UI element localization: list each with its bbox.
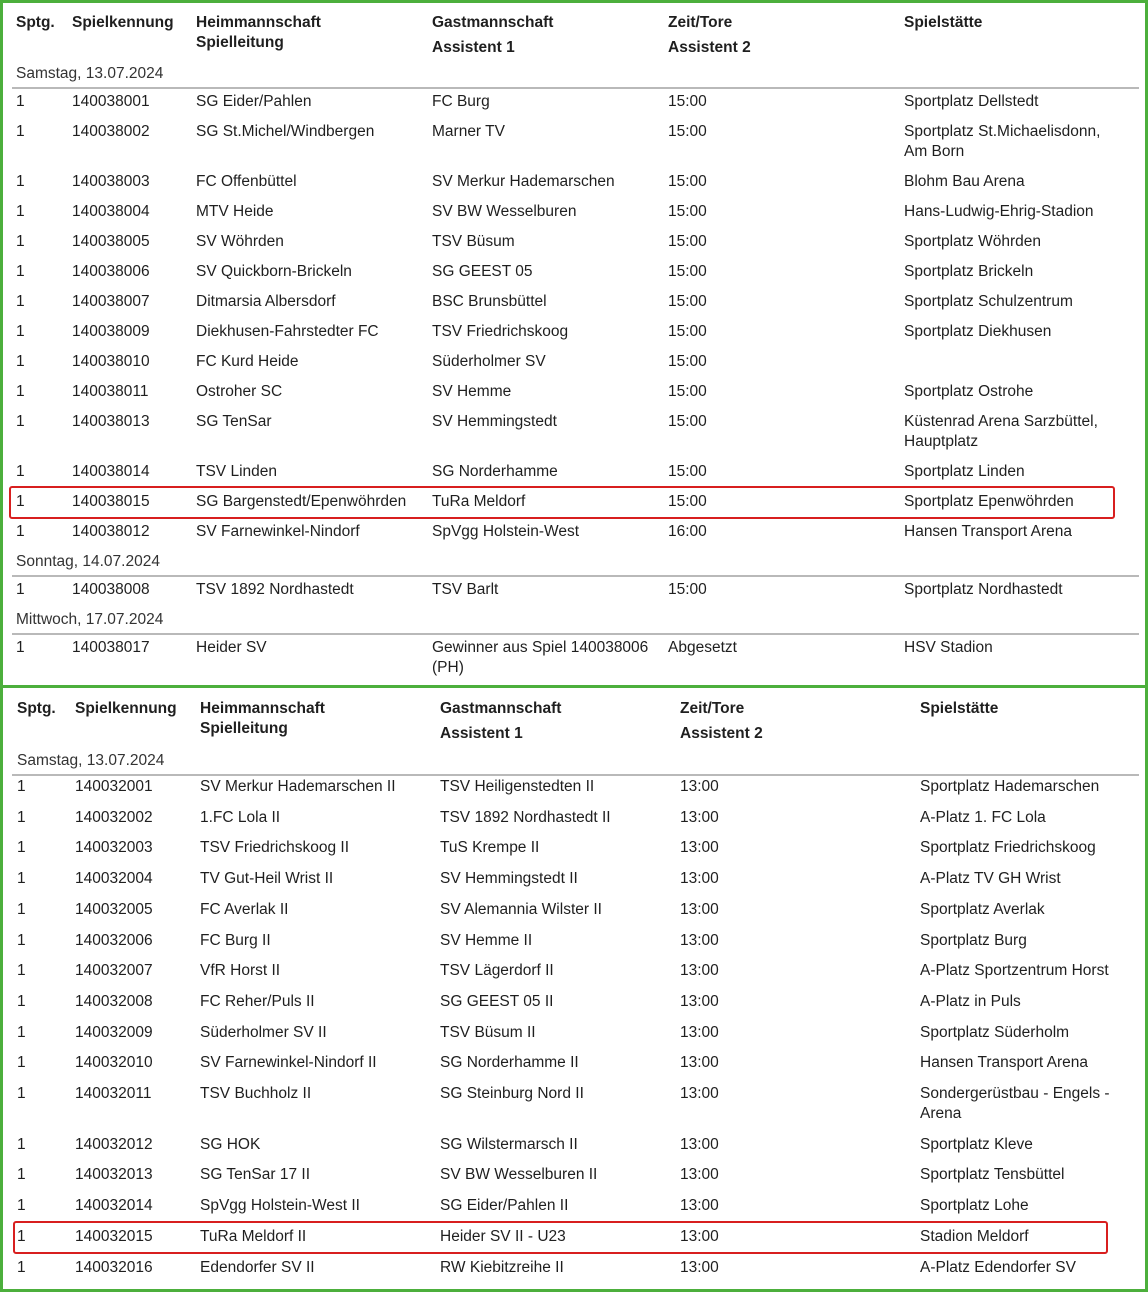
date-group-label: Samstag, 13.07.2024 — [17, 752, 165, 769]
match-id-cell: 140038001 — [72, 93, 150, 110]
away-team-cell: SG Wilstermarsch II — [440, 1135, 578, 1153]
match-id-cell: 140038003 — [72, 173, 150, 190]
home-team-cell: SG TenSar 17 II — [200, 1166, 310, 1184]
table-row — [12, 462, 1139, 492]
home-team-cell: FC Kurd Heide — [196, 353, 299, 370]
match-id-cell: 140032004 — [75, 870, 153, 888]
fixtures-table-reserve-team — [0, 685, 1148, 1292]
round-cell: 1 — [17, 808, 26, 826]
home-team-cell: TuRa Meldorf II — [200, 1227, 307, 1245]
match-id-cell: 140038007 — [72, 293, 150, 310]
match-id-cell: 140038017 — [72, 639, 150, 656]
venue-cell: Sondergerüstbau - Engels - Arena — [920, 1085, 1110, 1122]
header-time: Zeit/Tore — [680, 700, 745, 717]
away-team-cell: SV BW Wesselburen II — [440, 1166, 598, 1184]
table-row — [12, 931, 1139, 962]
match-id-cell: 140032001 — [75, 778, 153, 795]
header-away: Gastmannschaft — [432, 14, 554, 31]
header-round: Sptg. — [16, 14, 55, 31]
venue-cell: Sportplatz Burg — [920, 931, 1027, 949]
home-team-cell: SpVgg Holstein-West II — [200, 1197, 360, 1215]
away-team-cell: TuS Krempe II — [440, 839, 540, 857]
home-team-cell: SG Bargenstedt/Epenwöhrden — [196, 493, 407, 510]
round-cell: 1 — [16, 203, 25, 220]
round-cell: 1 — [16, 263, 25, 280]
header-round: Sptg. — [17, 700, 56, 717]
match-id-cell: 140032013 — [75, 1166, 153, 1184]
header-venue: Spielstätte — [920, 700, 999, 717]
home-team-cell: SG Eider/Pahlen — [196, 93, 312, 110]
away-team-cell: SpVgg Holstein-West — [432, 523, 580, 540]
home-team-cell: FC Averlak II — [200, 900, 289, 918]
time-cell: 13:00 — [680, 962, 719, 980]
round-cell: 1 — [16, 639, 25, 656]
table-row — [12, 122, 1139, 172]
round-cell: 1 — [17, 1054, 26, 1072]
time-cell: 13:00 — [680, 778, 719, 795]
home-team-cell: SV Farnewinkel-Nindorf — [196, 523, 360, 540]
match-id-cell: 140032006 — [75, 931, 153, 949]
away-team-cell: SV Hemme II — [440, 931, 533, 949]
time-cell: 15:00 — [668, 123, 707, 140]
table-row — [12, 838, 1139, 869]
venue-cell: Sportplatz St.Michaelisdonn, Am Born — [904, 123, 1101, 160]
away-team-cell: TSV Büsum — [432, 233, 515, 250]
table-row — [12, 262, 1139, 292]
table-row — [12, 1196, 1139, 1227]
time-cell: 13:00 — [680, 1227, 719, 1245]
group-divider — [12, 575, 1139, 577]
home-team-cell: SV Wöhrden — [196, 233, 284, 250]
time-cell: 15:00 — [668, 581, 707, 598]
match-id-cell: 140032015 — [75, 1227, 153, 1245]
venue-cell: Sportplatz Epenwöhrden — [904, 493, 1074, 510]
match-id-cell: 140032008 — [75, 992, 153, 1010]
home-team-cell: TSV 1892 Nordhastedt — [196, 581, 354, 598]
venue-cell: Sportplatz Dellstedt — [904, 93, 1039, 110]
match-id-cell: 140038008 — [72, 581, 150, 598]
round-cell: 1 — [17, 992, 26, 1010]
header-venue: Spielstätte — [904, 14, 983, 31]
date-group-label: Mittwoch, 17.07.2024 — [16, 611, 164, 628]
time-cell: 13:00 — [680, 900, 719, 918]
time-cell: 13:00 — [680, 992, 719, 1010]
venue-cell: A-Platz TV GH Wrist — [920, 870, 1061, 888]
venue-cell: Sportplatz Ostrohe — [904, 383, 1034, 400]
venue-cell: Hansen Transport Arena — [904, 523, 1073, 540]
round-cell: 1 — [17, 1023, 26, 1041]
home-team-cell: Edendorfer SV II — [200, 1258, 315, 1276]
match-id-cell: 140038005 — [72, 233, 150, 250]
table-row — [12, 492, 1139, 522]
round-cell: 1 — [17, 1085, 26, 1102]
time-cell: 13:00 — [680, 839, 719, 857]
time-cell: 15:00 — [668, 413, 707, 430]
home-team-cell: Diekhusen-Fahrstedter FC — [196, 323, 379, 340]
round-cell: 1 — [17, 962, 26, 980]
time-cell: 13:00 — [680, 870, 719, 888]
away-team-cell: SV BW Wesselburen — [432, 203, 577, 220]
venue-cell: A-Platz 1. FC Lola — [920, 808, 1046, 826]
home-team-cell: SV Merkur Hademarschen II — [200, 778, 396, 795]
venue-cell: A-Platz Edendorfer SV — [920, 1258, 1076, 1276]
match-id-cell: 140038011 — [72, 383, 149, 400]
away-team-cell: SV Hemme — [432, 383, 512, 400]
match-id-cell: 140032014 — [75, 1197, 153, 1215]
match-id-cell: 140032012 — [75, 1135, 153, 1153]
venue-cell: Sportplatz Kleve — [920, 1135, 1033, 1153]
away-team-cell: SV Hemmingstedt II — [440, 870, 578, 888]
venue-cell: A-Platz in Puls — [920, 992, 1021, 1010]
table-row — [12, 777, 1139, 808]
match-id-cell: 140038015 — [72, 493, 150, 510]
away-team-cell: FC Burg — [432, 93, 490, 110]
time-cell: 13:00 — [680, 1023, 719, 1041]
away-team-cell: TSV 1892 Nordhastedt II — [440, 808, 611, 826]
match-id-cell: 140038010 — [72, 353, 150, 370]
home-team-cell: TSV Friedrichskoog II — [200, 839, 350, 857]
time-cell: 15:00 — [668, 173, 707, 190]
time-cell: 13:00 — [680, 1258, 719, 1276]
round-cell: 1 — [16, 581, 25, 598]
away-team-cell: Heider SV II - U23 — [440, 1227, 566, 1245]
time-cell: 16:00 — [668, 523, 707, 540]
round-cell: 1 — [17, 1227, 26, 1245]
table-row — [12, 869, 1139, 900]
home-team-cell: FC Offenbüttel — [196, 173, 297, 190]
round-cell: 1 — [17, 1258, 26, 1276]
venue-cell: Sportplatz Schulzentrum — [904, 293, 1073, 310]
table-row — [12, 1227, 1139, 1258]
venue-cell: Sportplatz Tensbüttel — [920, 1166, 1065, 1184]
time-cell: 15:00 — [668, 203, 707, 220]
table-row — [12, 638, 1139, 688]
round-cell: 1 — [16, 353, 25, 370]
venue-cell: Sportplatz Nordhastedt — [904, 581, 1063, 598]
home-team-cell: Heider SV — [196, 639, 267, 656]
round-cell: 1 — [17, 839, 26, 857]
match-id-cell: 140032016 — [75, 1258, 153, 1276]
date-group-label: Samstag, 13.07.2024 — [16, 65, 164, 82]
time-cell: 13:00 — [680, 931, 719, 949]
round-cell: 1 — [17, 870, 26, 888]
match-id-cell: 140032009 — [75, 1023, 153, 1041]
away-team-cell: SG Steinburg Nord II — [440, 1085, 584, 1102]
away-team-cell: TSV Büsum II — [440, 1023, 536, 1041]
match-id-cell: 140032011 — [75, 1085, 152, 1102]
match-id-cell: 140038012 — [72, 523, 150, 540]
round-cell: 1 — [17, 778, 26, 795]
match-id-cell: 140032005 — [75, 900, 153, 918]
group-divider — [12, 87, 1139, 89]
table-row — [12, 961, 1139, 992]
table-row — [12, 172, 1139, 202]
table-row — [12, 1084, 1139, 1135]
round-cell: 1 — [17, 931, 26, 949]
away-team-cell: SV Alemannia Wilster II — [440, 900, 602, 918]
match-id-cell: 140032010 — [75, 1054, 153, 1072]
round-cell: 1 — [16, 293, 25, 310]
header-away-sub: Assistent 1 — [432, 39, 515, 56]
home-team-cell: TSV Linden — [196, 463, 277, 480]
round-cell: 1 — [17, 1135, 26, 1153]
venue-cell: Hansen Transport Arena — [920, 1054, 1089, 1072]
match-id-cell: 140038014 — [72, 463, 150, 480]
match-id-cell: 140032002 — [75, 808, 153, 826]
time-cell: 15:00 — [668, 353, 707, 370]
away-team-cell: SG GEEST 05 II — [440, 992, 554, 1010]
venue-cell: Stadion Meldorf — [920, 1227, 1029, 1245]
venue-cell: A-Platz Sportzentrum Horst — [920, 962, 1109, 980]
away-team-cell: TSV Friedrichskoog — [432, 323, 569, 340]
venue-cell: Sportplatz Lohe — [920, 1197, 1029, 1215]
away-team-cell: SG Norderhamme II — [440, 1054, 579, 1072]
home-team-cell: FC Burg II — [200, 931, 271, 949]
time-cell: 13:00 — [680, 1197, 719, 1215]
home-team-cell: VfR Horst II — [200, 962, 281, 980]
venue-cell: Blohm Bau Arena — [904, 173, 1025, 190]
time-cell: 15:00 — [668, 93, 707, 110]
time-cell: 15:00 — [668, 463, 707, 480]
group-divider — [12, 633, 1139, 635]
table-row — [12, 232, 1139, 262]
table-row — [12, 382, 1139, 412]
round-cell: 1 — [16, 323, 25, 340]
round-cell: 1 — [16, 463, 25, 480]
time-cell: 15:00 — [668, 493, 707, 510]
away-team-cell: Gewinner aus Spiel 140038006 (PH) — [432, 639, 649, 676]
table-row — [12, 322, 1139, 352]
home-team-cell: SV Farnewinkel-Nindorf II — [200, 1054, 377, 1072]
home-team-cell: TSV Buchholz II — [200, 1085, 312, 1102]
away-team-cell: TSV Heiligenstedten II — [440, 778, 595, 795]
header-match-id: Spielkennung — [72, 14, 174, 31]
round-cell: 1 — [17, 1166, 26, 1184]
time-cell: Abgesetzt — [668, 639, 737, 656]
table-row — [12, 352, 1139, 382]
home-team-cell: SG St.Michel/Windbergen — [196, 123, 375, 140]
away-team-cell: TuRa Meldorf — [432, 493, 526, 510]
date-group-label: Sonntag, 14.07.2024 — [16, 553, 160, 570]
header-home-sub: Spielleitung — [196, 34, 284, 51]
header-time-sub: Assistent 2 — [668, 39, 751, 56]
table-row — [12, 412, 1139, 462]
time-cell: 13:00 — [680, 808, 719, 826]
away-team-cell: SG GEEST 05 — [432, 263, 533, 280]
header-time: Zeit/Tore — [668, 14, 733, 31]
time-cell: 13:00 — [680, 1135, 719, 1153]
match-id-cell: 140038013 — [72, 413, 150, 430]
header-home: Heimmannschaft — [200, 700, 325, 717]
home-team-cell: TV Gut-Heil Wrist II — [200, 870, 334, 888]
venue-cell: Sportplatz Averlak — [920, 900, 1045, 918]
round-cell: 1 — [17, 900, 26, 918]
venue-cell: Küstenrad Arena Sarzbüttel, Hauptplatz — [904, 413, 1098, 450]
table-row — [12, 992, 1139, 1023]
home-team-cell: Süderholmer SV II — [200, 1023, 327, 1041]
table-row — [12, 202, 1139, 232]
time-cell: 13:00 — [680, 1054, 719, 1072]
table-header — [3, 3, 1145, 67]
round-cell: 1 — [16, 173, 25, 190]
time-cell: 15:00 — [668, 293, 707, 310]
match-id-cell: 140032007 — [75, 962, 153, 980]
away-team-cell: TSV Lägerdorf II — [440, 962, 554, 980]
venue-cell: Sportplatz Friedrichskoog — [920, 839, 1096, 857]
table-row — [12, 1053, 1139, 1084]
table-row — [12, 580, 1139, 610]
home-team-cell: SG HOK — [200, 1135, 261, 1153]
home-team-cell: 1.FC Lola II — [200, 808, 281, 826]
venue-cell: Sportplatz Süderholm — [920, 1023, 1070, 1041]
time-cell: 13:00 — [680, 1166, 719, 1184]
table-row — [12, 1258, 1139, 1289]
home-team-cell: MTV Heide — [196, 203, 274, 220]
round-cell: 1 — [16, 233, 25, 250]
table-row — [12, 1135, 1139, 1166]
match-id-cell: 140038009 — [72, 323, 150, 340]
venue-cell: Sportplatz Wöhrden — [904, 233, 1041, 250]
table-row — [12, 900, 1139, 931]
match-id-cell: 140038004 — [72, 203, 150, 220]
venue-cell: Sportplatz Linden — [904, 463, 1025, 480]
round-cell: 1 — [17, 1197, 26, 1215]
away-team-cell: SV Hemmingstedt — [432, 413, 557, 430]
header-away-sub: Assistent 1 — [440, 725, 523, 742]
header-time-sub: Assistent 2 — [680, 725, 763, 742]
home-team-cell: Ditmarsia Albersdorf — [196, 293, 336, 310]
time-cell: 13:00 — [680, 1085, 719, 1102]
away-team-cell: SV Merkur Hademarschen — [432, 173, 615, 190]
round-cell: 1 — [16, 523, 25, 540]
table-row — [12, 1165, 1139, 1196]
away-team-cell: Marner TV — [432, 123, 505, 140]
home-team-cell: SV Quickborn-Brickeln — [196, 263, 352, 280]
table-row — [12, 522, 1139, 552]
round-cell: 1 — [16, 93, 25, 110]
venue-cell: Sportplatz Hademarschen — [920, 778, 1100, 795]
round-cell: 1 — [16, 383, 25, 400]
away-team-cell: SG Norderhamme — [432, 463, 558, 480]
header-match-id: Spielkennung — [75, 700, 177, 717]
home-team-cell: FC Reher/Puls II — [200, 992, 315, 1010]
venue-cell: Sportplatz Brickeln — [904, 263, 1034, 280]
table-header — [3, 688, 1145, 752]
away-team-cell: Süderholmer SV — [432, 353, 546, 370]
table-row — [12, 1023, 1139, 1054]
away-team-cell: TSV Barlt — [432, 581, 499, 598]
header-home: Heimmannschaft — [196, 14, 321, 31]
table-row — [12, 808, 1139, 839]
time-cell: 15:00 — [668, 383, 707, 400]
header-home-sub: Spielleitung — [200, 720, 288, 737]
venue-cell: HSV Stadion — [904, 639, 993, 656]
away-team-cell: SG Eider/Pahlen II — [440, 1197, 569, 1215]
round-cell: 1 — [16, 413, 25, 430]
away-team-cell: BSC Brunsbüttel — [432, 293, 547, 310]
home-team-cell: Ostroher SC — [196, 383, 283, 400]
round-cell: 1 — [16, 493, 25, 510]
home-team-cell: SG TenSar — [196, 413, 272, 430]
time-cell: 15:00 — [668, 263, 707, 280]
time-cell: 15:00 — [668, 233, 707, 250]
table-row — [12, 292, 1139, 322]
match-id-cell: 140038006 — [72, 263, 150, 280]
venue-cell: Hans-Ludwig-Ehrig-Stadion — [904, 203, 1094, 220]
header-away: Gastmannschaft — [440, 700, 562, 717]
round-cell: 1 — [16, 123, 25, 140]
venue-cell: Sportplatz Diekhusen — [904, 323, 1052, 340]
match-id-cell: 140038002 — [72, 123, 150, 140]
match-id-cell: 140032003 — [75, 839, 153, 857]
away-team-cell: RW Kiebitzreihe II — [440, 1258, 564, 1276]
group-divider — [12, 774, 1139, 776]
table-row — [12, 92, 1139, 122]
time-cell: 15:00 — [668, 323, 707, 340]
